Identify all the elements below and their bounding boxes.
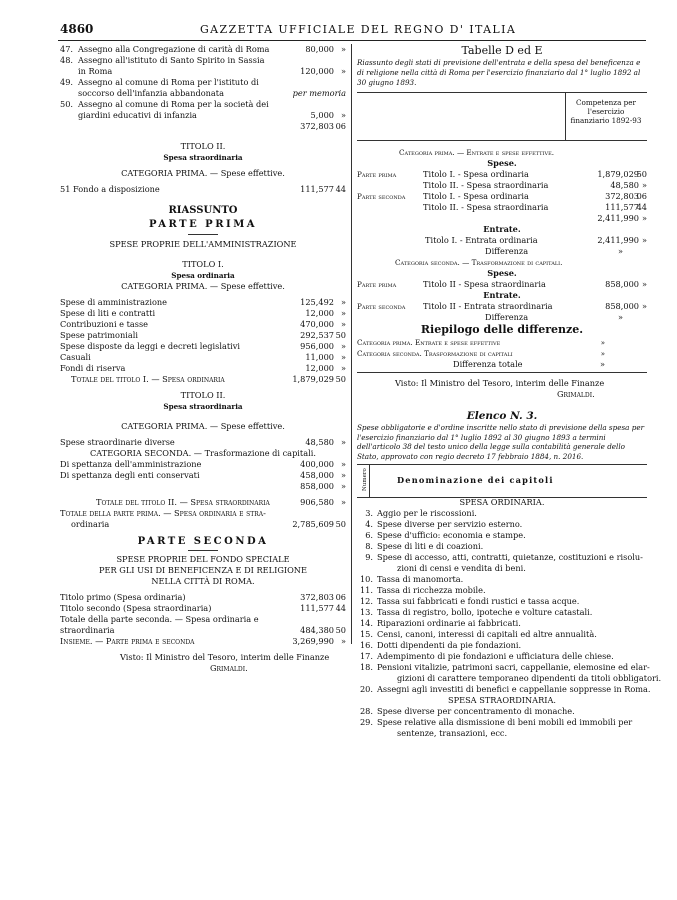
- top-item-number: 50.: [60, 99, 74, 109]
- ps-item-1-suffix: 06: [335, 592, 346, 602]
- elenco-description: Spese obbligatorie e d'ordine inscritte nello stato di previsione della spesa per l'esercizio finanziario dal 1° luglio 1892 al 30 giugno 1893 a termini dell'articolo 38 del testo unico della legge sulla contabilità generale dello Stato, approvato con regio decreto 17 febbraio 1884, n. 2016.: [357, 423, 645, 461]
- entrate2-suffix: »: [641, 301, 647, 311]
- competenza-header: Competenza per l'esercizio finanziario 1892-93: [570, 98, 642, 125]
- spese2-part: Parte prima: [357, 280, 397, 289]
- capitolo-straordinario-text: sentenze, transazioni, ecc.: [397, 728, 508, 738]
- cat-seconda-row: [357, 257, 647, 268]
- titolo1-heading: TITOLO I.: [182, 259, 224, 269]
- ordinary-item-2-amount: 12,000: [305, 308, 334, 318]
- capitolo-ordinario-number: 20.: [359, 684, 373, 694]
- ordinary-item-5-row: [60, 341, 346, 352]
- capitolo-ordinario-text: Riparazioni ordinarie ai fabbricati.: [377, 618, 521, 628]
- capitolo-straordinario-2-line-1: [357, 717, 647, 728]
- capitolo-ordinario-text: Spese diverse per servizio esterno.: [377, 519, 523, 529]
- top-item-2-line-2: [60, 66, 346, 77]
- spese-straord-row: [60, 437, 346, 448]
- riepilogo-row-suffix: »: [600, 349, 605, 358]
- top-total-row: [60, 121, 346, 132]
- capitolo-ordinario-6-line-1: [357, 574, 647, 585]
- categoria-prima-heading: CATEGORIA PRIMA. — Spese effettive.: [121, 168, 285, 178]
- fondo-heading-1: SPESE PROPRIE DEL FONDO SPECIALE: [116, 554, 290, 564]
- spese-row-amount: 48,580: [610, 180, 639, 190]
- categoria-prima-heading-3: CATEGORIA PRIMA. — Spese effettive.: [121, 421, 285, 431]
- capitolo-ordinario-text: Pensioni vitalizie, patrimoni sacri, cappellanie, elemosine ed elar-: [377, 662, 650, 672]
- ordinary-item-6-label: Casuali: [60, 352, 91, 362]
- top-item-suffix: »: [340, 44, 346, 54]
- entrate-row-label: Titolo I. - Entrata ordinaria: [425, 235, 538, 245]
- elenco-title: Elenco N. 3.: [466, 410, 538, 422]
- categoria-seconda-heading: CATEGORIA SECONDA. — Trasformazione di capitali.: [90, 448, 316, 458]
- differenza2-row: [357, 312, 647, 323]
- spese-row-amount: 1,879,029: [597, 169, 639, 179]
- capitolo-straordinario-2-line-2: [357, 728, 647, 739]
- titolo2-heading: TITOLO II.: [180, 141, 226, 151]
- tabelle-description: Riassunto degli stati di previsione dell'entrata e della spesa del beneficenza e di religione nella città di Roma per l'esercizio finanziario dal 1° luglio 1892 al 30 giugno 1893.: [357, 58, 641, 87]
- spese2-title: Titolo II - Spesa straordinaria: [423, 279, 546, 289]
- insieme-row: [60, 636, 346, 647]
- capitolo-ordinario-3-line-1: [357, 530, 647, 541]
- capitolo-straordinario-number: 29.: [359, 717, 373, 727]
- spese-label: Spese.: [487, 158, 517, 168]
- totale-parte-prima-suffix: 50: [335, 519, 346, 529]
- spesa-straordinaria-heading: SPESA STRAORDINARIA.: [447, 695, 557, 705]
- capitolo-ordinario-9-line-1: [357, 607, 647, 618]
- tabelle-title: Tabelle D ed E: [461, 44, 543, 57]
- parte-seconda-heading: PARTE SECONDA: [137, 536, 269, 547]
- ordinary-item-5-label: Spese disposte da leggi e decreti legislativi: [60, 341, 240, 351]
- entrate-row: [357, 235, 647, 246]
- cat2-item-1-label: Di spettanza dell'amministrazione: [60, 459, 202, 469]
- spese-proprie-heading: SPESE PROPRIE DELL'AMMINISTRAZIONE: [109, 239, 297, 249]
- denominazione-header: Denominazione dei capitoli: [397, 475, 554, 485]
- entrate-label: Entrate.: [483, 224, 521, 234]
- totale-parte-seconda-amount: 484,380: [300, 625, 334, 635]
- spese-row-suffix: »: [641, 180, 647, 190]
- cat-prima-label: Categoria prima. — Entrate e spese effettive.: [399, 148, 555, 157]
- ordinary-item-5-suffix: »: [340, 341, 346, 351]
- spese2-row: [357, 279, 647, 290]
- totale-parte-seconda-line1: [60, 614, 346, 625]
- grimaldi-left: Grimaldi.: [210, 663, 248, 673]
- item51-amount: 111,577: [300, 184, 334, 194]
- item51-label: 51 Fondo a disposizione: [60, 184, 160, 194]
- ordinary-item-2-label: Spese di liti e contratti: [60, 308, 156, 318]
- insieme-suffix: »: [340, 636, 346, 646]
- cat-seconda-label: Categoria seconda. — Trasformazione di capitali.: [395, 258, 563, 267]
- cat2-item-2-suffix: »: [340, 470, 346, 480]
- totale-titolo1-label: Totale del titolo I. — Spesa ordinaria: [71, 374, 225, 384]
- differenza1-row: [357, 246, 647, 257]
- capitolo-straordinario-1-line-1: [357, 706, 647, 717]
- capitolo-ordinario-text: Tassa di ricchezza mobile.: [377, 585, 486, 595]
- capitolo-ordinario-text: Adempimento di pie fondazioni e ufficiatura delle chiese.: [377, 651, 614, 661]
- top-item-number: 48.: [60, 55, 74, 65]
- cat2-item-1-amount: 400,000: [300, 459, 334, 469]
- spese-total-amount: 2,411,990: [597, 213, 639, 223]
- spese-row-suffix: 50: [636, 169, 647, 179]
- spese-straord-label: Spese straordinarie diverse: [60, 437, 175, 447]
- top-item-text: Assegno al comune di Roma per l'istituto di: [78, 77, 259, 87]
- totale-parte-seconda-line2: [60, 625, 346, 636]
- capitolo-ordinario-text: Spese di accesso, atti, contratti, quietanze, costituzioni e risolu-: [377, 552, 643, 562]
- entrate-row-suffix: »: [641, 235, 647, 245]
- spese-straord-suffix: »: [340, 437, 346, 447]
- top-item-text: in Roma: [78, 66, 113, 76]
- totale-titolo1-amount: 1,879,029: [292, 374, 334, 384]
- capitolo-ordinario-14-line-2: [357, 673, 662, 684]
- insieme-label: Insieme. — Parte prima e seconda: [60, 636, 195, 646]
- capitolo-ordinario-7-line-1: [357, 585, 647, 596]
- capitolo-ordinario-text: Censi, canoni, interessi di capitali ed altre annualità.: [377, 629, 597, 639]
- top-item-text: giardini educativi di infanzia: [78, 110, 197, 120]
- ordinary-item-7-label: Fondi di riserva: [60, 363, 126, 373]
- ordinary-item-4-amount: 292,537: [300, 330, 334, 340]
- ordinary-item-7-suffix: »: [340, 363, 346, 373]
- top-total-amount: 372,803: [300, 121, 334, 131]
- grimaldi-row-left: [60, 663, 346, 674]
- ps-item-2-label: Titolo secondo (Spesa straordinaria): [60, 603, 212, 613]
- top-total-suffix: 06: [335, 121, 346, 131]
- ps-item-2-amount: 111,577: [300, 603, 334, 613]
- top-item-number: 47.: [60, 44, 74, 54]
- insieme-amount: 3,269,990: [292, 636, 334, 646]
- visto-row-left: [60, 652, 346, 663]
- capitolo-ordinario-5-line-2: [357, 563, 647, 574]
- riepilogo-row-label: Categoria seconda. Trasformazione di capitali: [357, 349, 513, 358]
- ordinary-item-3-row: [60, 319, 346, 330]
- spese-row-amount: 372,803: [605, 191, 639, 201]
- totale-titolo2-label: Totale del titolo II. — Spesa straordinaria: [96, 497, 270, 507]
- riepilogo-list: [357, 337, 647, 359]
- capitolo-ordinario-13-line-1: [357, 651, 647, 662]
- capitolo-ordinario-14-line-1: [357, 662, 650, 673]
- capitolo-ordinario-number: 6.: [365, 530, 373, 540]
- column-divider: [351, 44, 352, 644]
- grimaldi-row-right: [357, 389, 647, 400]
- top-item-2-line-1: [60, 55, 346, 66]
- top-item-amount: 120,000: [300, 66, 334, 76]
- ps-item-2-suffix: 44: [335, 603, 346, 613]
- totale-parte-prima-amount: 2,785,609: [292, 519, 334, 529]
- totale-parte-seconda-label-2: straordinaria: [60, 625, 115, 635]
- top-item-text: Assegno all'istituto di Santo Spirito in Sassia: [78, 55, 265, 65]
- capitolo-ordinario-number: 13.: [359, 607, 373, 617]
- ordinary-item-4-label: Spese patrimoniali: [60, 330, 138, 340]
- capitolo-ordinario-number: 12.: [359, 596, 373, 606]
- cat2-total-row: [60, 481, 346, 492]
- capitolo-ordinario-number: 9.: [365, 552, 373, 562]
- capitolo-ordinario-number: 18.: [359, 662, 373, 672]
- visto-right: Visto: Il Ministro del Tesoro, interim delle Finanze: [395, 378, 605, 388]
- cat2-total-amount: 858,000: [300, 481, 334, 491]
- top-item-amount: per memoria: [292, 88, 346, 98]
- totale-parte-prima-line1: [60, 508, 346, 519]
- page-title: GAZZETTA UFFICIALE DEL REGNO D' ITALIA: [200, 23, 517, 36]
- spese-row-title: Titolo II. - Spesa straordinaria: [423, 180, 549, 190]
- ordinary-item-5-amount: 956,000: [300, 341, 334, 351]
- spese-row-suffix: 06: [636, 191, 647, 201]
- spese-list: [357, 169, 647, 213]
- capitolo-ordinario-number: 16.: [359, 640, 373, 650]
- top-item-number: 49.: [60, 77, 74, 87]
- entrate2-row: [357, 301, 647, 312]
- totale-titolo2-suffix: »: [340, 497, 346, 507]
- capitolo-ordinario-number: 15.: [359, 629, 373, 639]
- titolo2b-subheading: Spesa straordinaria: [163, 402, 243, 411]
- ordinary-item-6-row: [60, 352, 346, 363]
- top-item-1-line-1: [60, 44, 346, 55]
- top-item-4-line-2: [60, 110, 346, 121]
- spese2-label: Spese.: [487, 268, 517, 278]
- diff-totale-row: [357, 359, 647, 370]
- ordinary-item-1-row: [60, 297, 346, 308]
- capitolo-straordinario-text: Spese relative alla dismissione di beni mobili ed immobili per: [377, 717, 633, 727]
- ordinary-item-7-row: [60, 363, 346, 374]
- riepilogo-row-2: [357, 348, 647, 359]
- ordinary-item-1-amount: 125,492: [300, 297, 334, 307]
- spese-row-3: [357, 191, 647, 202]
- fondo-heading-3: NELLA CITTÀ DI ROMA.: [151, 576, 255, 586]
- entrate-row-amount: 2,411,990: [597, 235, 639, 245]
- differenza1-suffix: »: [617, 246, 623, 256]
- categoria-prima-heading-2: CATEGORIA PRIMA. — Spese effettive.: [121, 281, 285, 291]
- capitolo-ordinario-number: 3.: [365, 508, 373, 518]
- ordinary-item-6-suffix: »: [340, 352, 346, 362]
- top-item-amount: 5,000: [310, 110, 334, 120]
- ps-item-1-label: Titolo primo (Spesa ordinaria): [60, 592, 186, 602]
- diff-totale-label: Differenza totale: [453, 359, 523, 369]
- spese-row-part: Parte prima: [357, 170, 397, 179]
- diff-totale-suffix: »: [599, 359, 605, 369]
- totale-parte-prima-line2: [60, 519, 346, 530]
- spese-row-4: [357, 202, 647, 213]
- totale-titolo2-amount: 906,580: [300, 497, 334, 507]
- capitolo-straordinario-number: 28.: [359, 706, 373, 716]
- capitolo-ordinario-number: 11.: [359, 585, 373, 595]
- top-item-text: soccorso dell'infanzia abbandonata: [78, 88, 224, 98]
- capitolo-ordinario-text: Dotti dipendenti da pie fondazioni.: [377, 640, 522, 650]
- totale-parte-seconda-label-1: Totale della parte seconda. — Spesa ordinaria e: [60, 614, 259, 624]
- top-item-3-line-1: [60, 77, 346, 88]
- entrate2-label: Entrate.: [483, 290, 521, 300]
- cat2-total-suffix: »: [340, 481, 346, 491]
- top-item-suffix: »: [340, 110, 346, 120]
- capitolo-straordinario-text: Spese diverse per concentramento di monache.: [377, 706, 575, 716]
- capitolo-ordinario-text: Aggio per le riscossioni.: [377, 508, 477, 518]
- riepilogo-heading: Riepilogo delle differenze.: [420, 323, 584, 336]
- capitoli-straordinari: [357, 706, 647, 739]
- differenza1-label: Differenza: [485, 246, 529, 256]
- totale-parte-seconda-suffix: 50: [335, 625, 346, 635]
- spese-row-amount: 111,577: [605, 202, 639, 212]
- cat2-item-1-suffix: »: [340, 459, 346, 469]
- grimaldi-right: Grimaldi.: [557, 389, 595, 399]
- capitoli-ordinari: [357, 508, 662, 695]
- spese-row-title: Titolo I. - Spesa ordinaria: [423, 191, 529, 201]
- left-column: [60, 44, 346, 674]
- spese-row-title: Titolo II. - Spesa straordinaria: [423, 202, 549, 212]
- capitolo-ordinario-text: Assegni agli investiti di benefici e cappellanie soppresse in Roma.: [377, 684, 651, 694]
- ps-item-1-amount: 372,803: [300, 592, 334, 602]
- cat2-item-2-amount: 458,000: [300, 470, 334, 480]
- spese-row-suffix: 44: [636, 202, 647, 212]
- capitolo-ordinario-number: 8.: [365, 541, 373, 551]
- top-item-text: Assegno alla Congregazione di carità di Roma: [78, 44, 270, 54]
- ordinary-item-3-label: Contribuzioni e tasse: [60, 319, 149, 329]
- spese-row-part: Parte seconda: [357, 192, 406, 201]
- item51-suffix: 44: [335, 184, 346, 194]
- capitolo-ordinario-text: Spese di liti e di coazioni.: [377, 541, 484, 551]
- differenza2-label: Differenza: [485, 312, 529, 322]
- parte-seconda-list: [60, 592, 346, 614]
- capitolo-ordinario-number: 17.: [359, 651, 373, 661]
- visto-row-right: [357, 378, 647, 389]
- totale-parte-prima-label-2: ordinaria: [71, 519, 110, 529]
- riepilogo-row-label: Categoria prima. Entrate e spese effettive: [357, 338, 501, 347]
- fondo-heading-2: PER GLI USI DI BENEFICENZA E DI RELIGIONE: [99, 565, 307, 575]
- ordinary-item-2-suffix: »: [340, 308, 346, 318]
- top-item-text: Assegno al comune di Roma per la società dei: [78, 99, 269, 109]
- totale-parte-prima-label-1: Totale della parte prima. — Spesa ordinaria e stra-: [60, 508, 266, 518]
- capitolo-ordinario-5-line-1: [357, 552, 647, 563]
- parte-prima-heading: PARTE PRIMA: [148, 219, 258, 230]
- ordinary-expenses-list: [60, 297, 346, 374]
- ordinary-item-1-label: Spese di amministrazione: [60, 297, 167, 307]
- cat2-list: [60, 459, 346, 481]
- top-item-amount: 80,000: [305, 44, 334, 54]
- totale-titolo2-row: [60, 497, 346, 508]
- item51-row: [60, 184, 346, 195]
- ordinary-item-1-suffix: »: [340, 297, 346, 307]
- spese-straord-amount: 48,580: [305, 437, 334, 447]
- ordinary-item-3-amount: 470,000: [300, 319, 334, 329]
- ordinary-item-4-row: [60, 330, 346, 341]
- tabelle-header-box: [357, 88, 647, 142]
- totale-titolo1-suffix: 50: [335, 374, 346, 384]
- entrate2-title: Titolo II - Entrata straordinaria: [423, 301, 553, 311]
- titolo1-subheading: Spesa ordinaria: [171, 271, 235, 280]
- top-item-suffix: »: [340, 66, 346, 76]
- top-item-4-line-1: [60, 99, 346, 110]
- page-number: 4860: [60, 22, 94, 36]
- cat2-item-2-row: [60, 470, 346, 481]
- capitolo-ordinario-4-line-1: [357, 541, 647, 552]
- ordinary-item-4-suffix: 50: [335, 330, 346, 340]
- capitolo-ordinario-number: 10.: [359, 574, 373, 584]
- ordinary-item-7-amount: 12,000: [305, 363, 334, 373]
- ordinary-item-6-amount: 11,000: [305, 352, 334, 362]
- spesa-ordinaria-heading: SPESA ORDINARIA.: [459, 497, 545, 507]
- capitolo-ordinario-text: Tassa di registro, bollo, ipoteche e volture catastali.: [377, 607, 593, 617]
- ps-item-1-row: [60, 592, 346, 603]
- capitolo-ordinario-2-line-1: [357, 519, 647, 530]
- right-column: [357, 44, 662, 739]
- spese-row-title: Titolo I. - Spesa ordinaria: [423, 169, 529, 179]
- visto-left: Visto: Il Ministro del Tesoro, interim delle Finanze: [120, 652, 330, 662]
- capitolo-ordinario-text: Tassa di manomorta.: [377, 574, 464, 584]
- capitolo-ordinario-number: 14.: [359, 618, 373, 628]
- riepilogo-row-1: [357, 337, 647, 348]
- capitolo-ordinario-15-line-1: [357, 684, 651, 695]
- ordinary-item-2-row: [60, 308, 346, 319]
- spese-row-1: [357, 169, 647, 180]
- riassunto-heading: RIASSUNTO: [168, 205, 238, 216]
- capitolo-ordinario-number: 4.: [365, 519, 373, 529]
- ps-item-2-row: [60, 603, 346, 614]
- capitolo-ordinario-text: gizioni di carattere temporaneo dipendenti da titoli obbligatori.: [397, 673, 662, 683]
- ordinary-item-3-suffix: »: [340, 319, 346, 329]
- cat2-item-1-row: [60, 459, 346, 470]
- entrate2-part: Parte seconda: [357, 302, 406, 311]
- spese-row-2: [357, 180, 647, 191]
- header-rule: [58, 40, 646, 41]
- capitolo-ordinario-1-line-1: [357, 508, 647, 519]
- titolo2b-heading: TITOLO II.: [180, 390, 226, 400]
- capitolo-ordinario-12-line-1: [357, 640, 647, 651]
- numero-label: Numero: [362, 468, 368, 491]
- capitolo-ordinario-11-line-1: [357, 629, 647, 640]
- spese-total-row: [357, 213, 647, 224]
- totale-titolo1-row: [60, 374, 346, 385]
- capitolo-ordinario-8-line-1: [357, 596, 647, 607]
- capitolo-ordinario-text: Tassa sui fabbricati e fondi rustici e tassa acque.: [377, 596, 580, 606]
- entrate2-amount: 858,000: [605, 301, 639, 311]
- top-items: [60, 44, 346, 121]
- capitolo-ordinario-10-line-1: [357, 618, 647, 629]
- differenza2-suffix: »: [617, 312, 623, 322]
- capitolo-ordinario-text: zioni di censi e vendita di beni.: [397, 563, 526, 573]
- elenco-header-box: [357, 461, 647, 497]
- top-item-3-line-2: [60, 88, 346, 99]
- titolo2-subheading: Spesa straordinaria: [163, 153, 243, 162]
- cat2-item-2-label: Di spettanza degli enti conservati: [60, 470, 200, 480]
- spese2-amount: 858,000: [605, 279, 639, 289]
- riepilogo-row-suffix: »: [600, 338, 605, 347]
- spese-total-suffix: »: [641, 213, 647, 223]
- capitolo-ordinario-text: Spese d'ufficio: economia e stampe.: [377, 530, 526, 540]
- spese2-suffix: »: [641, 279, 647, 289]
- cat-prima-row: [357, 147, 647, 158]
